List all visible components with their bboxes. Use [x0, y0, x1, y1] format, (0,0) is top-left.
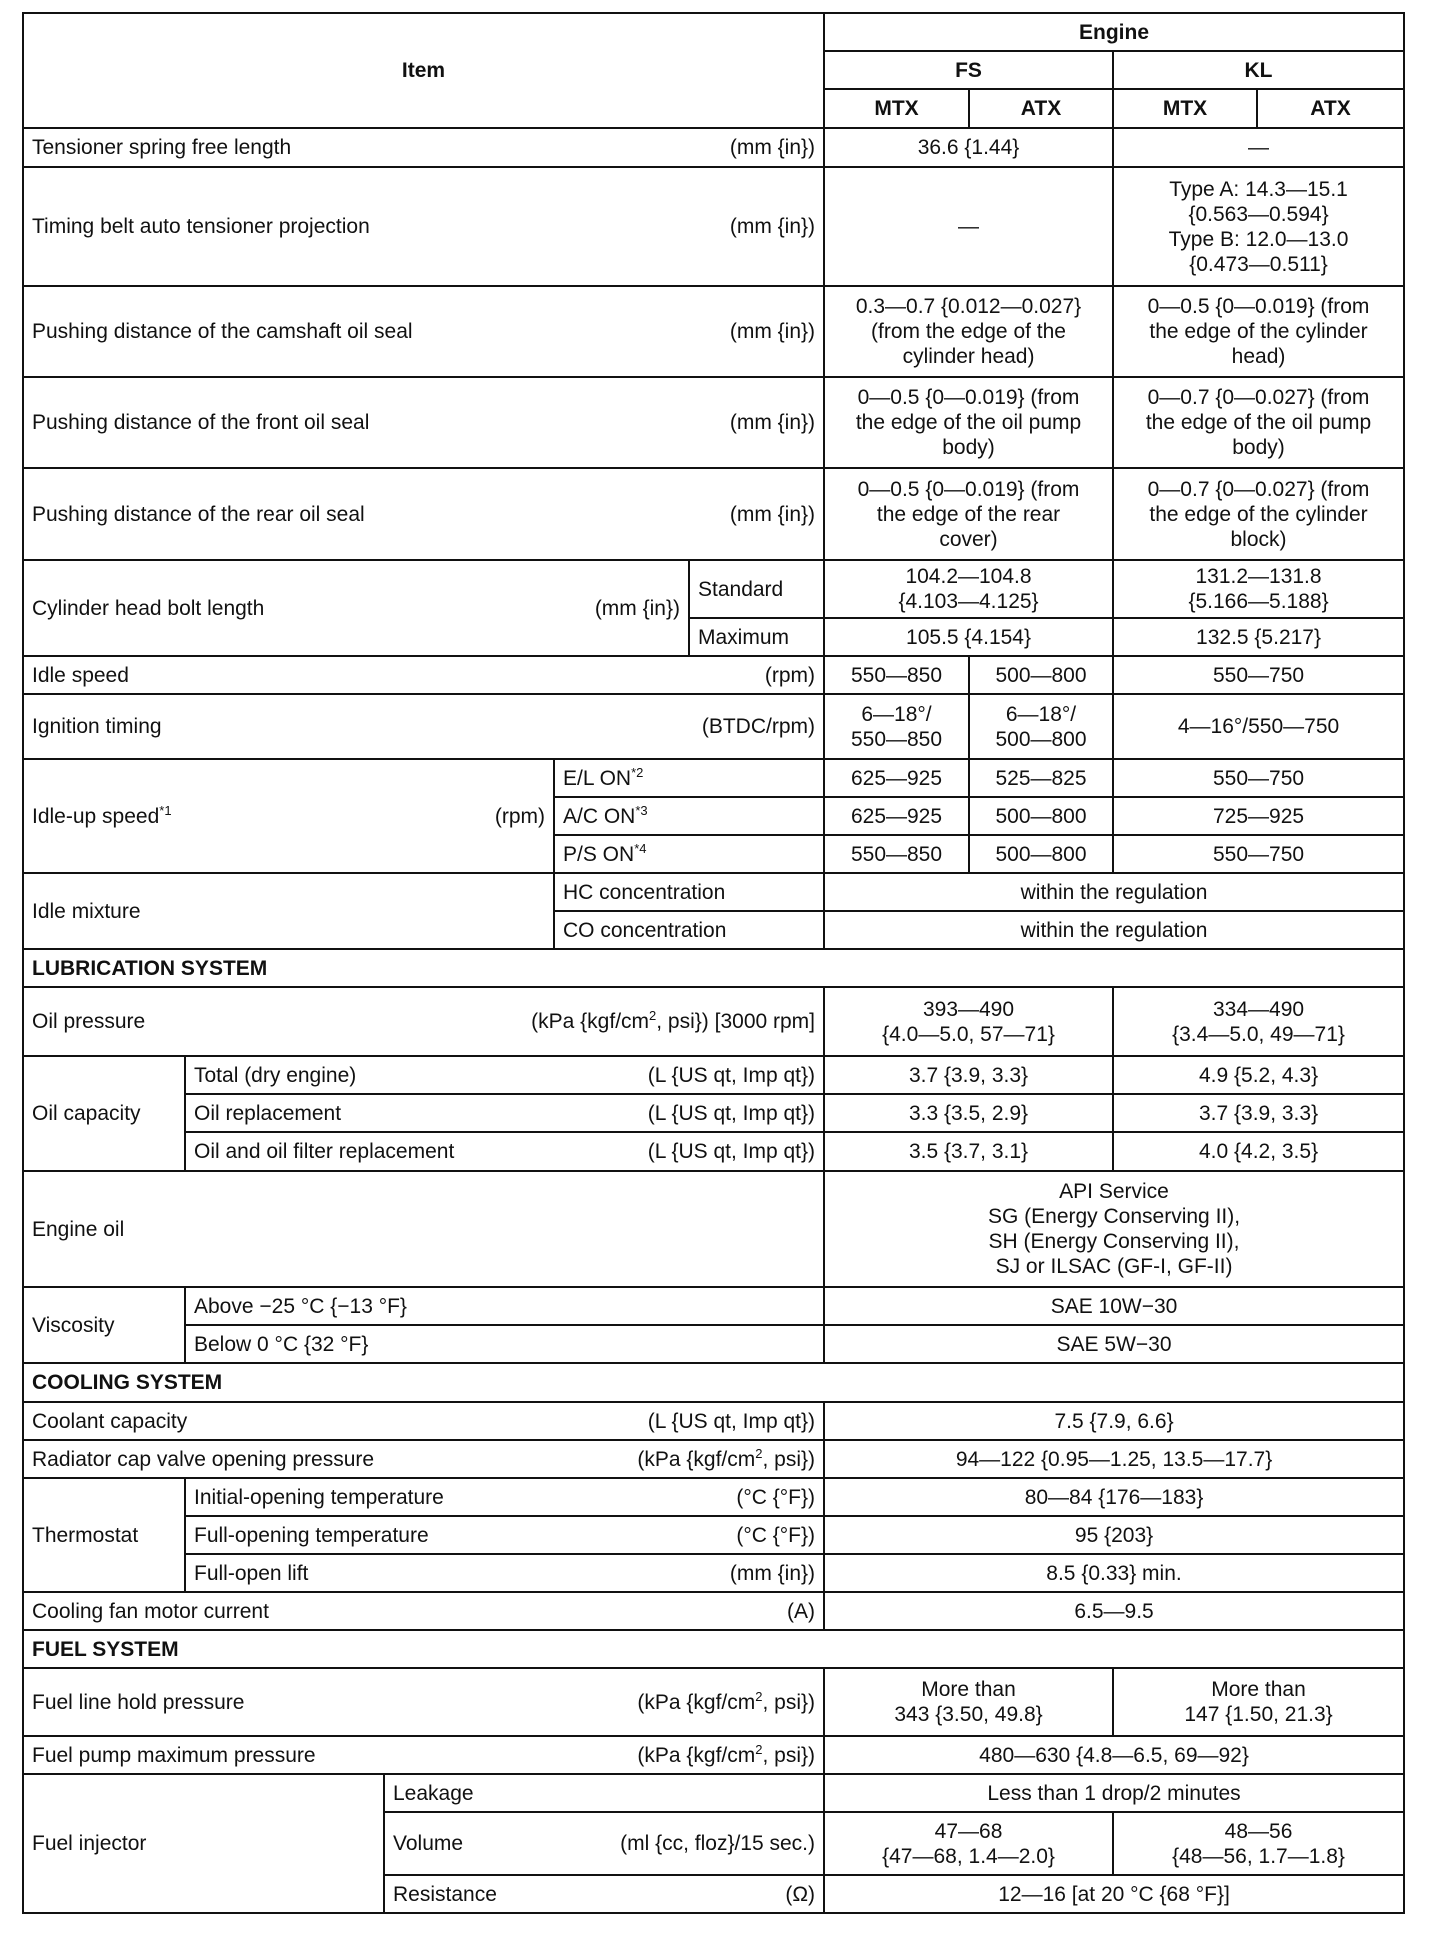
row-unit: (mm {in})	[594, 596, 680, 620]
line: the edge of the oil pump	[855, 411, 1082, 434]
row-radiator-cap	[23, 1440, 1404, 1478]
header-fs-atx: ATX	[969, 89, 1113, 128]
row-injector-leakage	[23, 1774, 1404, 1812]
line: cover)	[939, 527, 998, 551]
row-unit: (A)	[787, 1599, 816, 1623]
row-label: Fuel line hold pressure	[32, 1690, 245, 1714]
sub-label: CO concentration	[554, 911, 824, 949]
line: 0.3—0.7 {0.012—0.027}	[855, 295, 1082, 318]
unit-text: (kPa {kgf/cm	[531, 1010, 650, 1033]
row-label: Cylinder head bolt length	[32, 596, 265, 620]
value-kl	[1113, 167, 1404, 286]
value-all: within the regulation	[824, 911, 1404, 949]
row-thermostat-initial	[23, 1478, 1404, 1516]
value-fs	[824, 468, 1113, 560]
unit-sup: 2	[755, 1445, 763, 1461]
row-label: Fuel pump maximum pressure	[32, 1743, 316, 1767]
row-unit: (L {US qt, Imp qt})	[647, 1140, 816, 1163]
row-engine-oil	[23, 1171, 1404, 1287]
row-viscosity-below	[23, 1325, 1404, 1363]
value-all: SAE 10W−30	[824, 1287, 1404, 1325]
row-rear-oil-seal	[23, 468, 1404, 560]
row-unit: (mm {in})	[729, 1561, 816, 1585]
row-unit: (mm {in})	[729, 502, 816, 526]
header-kl: KL	[1113, 51, 1404, 89]
line: SH (Energy Conserving II),	[988, 1230, 1240, 1253]
line: 500—800	[995, 727, 1087, 751]
row-unit: (mm {in})	[729, 215, 816, 238]
sub-label: Full-open lift	[194, 1561, 309, 1585]
row-unit: (°C {°F})	[736, 1523, 816, 1547]
sub-label: Standard	[689, 560, 824, 618]
row-unit: (Ω)	[785, 1882, 816, 1906]
label-text: A/C ON	[563, 804, 636, 828]
footnote-mark: *4	[634, 840, 647, 856]
row-unit: (ml {cc, floz}/15 sec.)	[620, 1832, 816, 1855]
header-kl-atx: ATX	[1257, 89, 1404, 128]
row-unit: (rpm)	[494, 804, 545, 828]
row-unit	[637, 1743, 815, 1768]
row-fan-current	[23, 1592, 1404, 1630]
row-fuel-pump-max	[23, 1736, 1404, 1774]
sub-label	[554, 797, 824, 835]
footnote-mark: *1	[159, 802, 172, 818]
value-fs	[824, 987, 1113, 1056]
unit-text: (kPa {kgf/cm	[637, 1447, 756, 1471]
value-kl: 725—925	[1113, 797, 1404, 835]
sub-label: Above −25 °C {−13 °F}	[185, 1287, 824, 1325]
value-kl	[1113, 1668, 1404, 1736]
header-kl-mtx: MTX	[1113, 89, 1257, 128]
row-unit	[637, 1690, 815, 1715]
section-title: COOLING SYSTEM	[23, 1363, 1404, 1402]
header-fs-mtx: MTX	[824, 89, 969, 128]
row-label	[32, 804, 172, 829]
unit-text: , psi})	[762, 1690, 816, 1714]
sub-label: Full-opening temperature	[194, 1523, 429, 1547]
unit-text: (kPa {kgf/cm	[637, 1690, 756, 1714]
line: 6—18°/	[1005, 702, 1077, 726]
row-coolant-capacity	[23, 1402, 1404, 1440]
value-all: within the regulation	[824, 873, 1404, 911]
value-all: 7.5 {7.9, 6.6}	[824, 1402, 1404, 1440]
line: Type A: 14.3—15.1	[1169, 177, 1348, 201]
sub-label: Oil and oil filter replacement	[194, 1140, 455, 1163]
value-fs-atx: 525—825	[969, 759, 1113, 797]
value-kl: 550—750	[1113, 656, 1404, 694]
row-ignition-timing	[23, 694, 1404, 759]
row-label: Tensioner spring free length	[32, 136, 292, 159]
value-fs	[824, 560, 1113, 618]
row-idle-speed	[23, 656, 1404, 694]
value-fs	[824, 1812, 1113, 1875]
row-unit: (L {US qt, Imp qt})	[647, 1101, 816, 1125]
line: body)	[942, 436, 995, 459]
footnote-mark: *2	[631, 764, 644, 780]
line: More than	[1211, 1678, 1306, 1701]
line: {47—68, 1.4—2.0}	[882, 1844, 1055, 1868]
value-all: SAE 5W−30	[824, 1325, 1404, 1363]
value-fs-mtx: 625—925	[824, 759, 969, 797]
value-kl: 132.5 {5.217}	[1113, 618, 1404, 656]
value-kl	[1113, 987, 1404, 1056]
line: {5.166—5.188}	[1188, 590, 1329, 613]
section-lubrication	[23, 949, 1404, 987]
sub-label	[554, 759, 824, 797]
line: SG (Energy Conserving II),	[987, 1205, 1241, 1228]
line: {0.473—0.511}	[1189, 252, 1328, 276]
line: cylinder head)	[902, 345, 1035, 368]
line: head)	[1231, 345, 1286, 368]
line: 0—0.5 {0—0.019} (from	[857, 477, 1080, 501]
row-label: Engine oil	[23, 1171, 824, 1287]
row-unit: (L {US qt, Imp qt})	[647, 1409, 816, 1433]
value-fs: —	[824, 167, 1113, 286]
value-fs-mtx: 550—850	[824, 656, 969, 694]
row-label: Pushing distance of the camshaft oil seal	[32, 320, 413, 343]
row-label: Oil capacity	[23, 1056, 185, 1171]
value-all: 480—630 {4.8—6.5, 69—92}	[824, 1736, 1404, 1774]
unit-sup: 2	[755, 1688, 763, 1704]
value-kl	[1113, 286, 1404, 377]
section-fuel	[23, 1630, 1404, 1668]
value-all: Less than 1 drop/2 minutes	[824, 1774, 1404, 1812]
header-engine: Engine	[824, 13, 1404, 51]
row-label: Fuel injector	[23, 1774, 384, 1913]
header-item: Item	[23, 13, 824, 128]
value-fs-atx: 500—800	[969, 835, 1113, 873]
line: {4.103—4.125}	[898, 590, 1039, 613]
label-text: Idle-up speed	[32, 804, 160, 828]
line: 393—490	[922, 997, 1015, 1021]
footnote-mark: *3	[635, 802, 648, 818]
sub-label: Below 0 °C {32 °F}	[185, 1325, 824, 1363]
value-fs: 3.7 {3.9, 3.3}	[824, 1056, 1113, 1094]
value-all	[824, 1171, 1404, 1287]
unit-text: , psi}) [3000 rpm]	[656, 1010, 816, 1033]
row-label: Timing belt auto tensioner projection	[32, 215, 370, 238]
row-tensioner-spring	[23, 128, 1404, 167]
row-unit: (L {US qt, Imp qt})	[647, 1063, 816, 1087]
label-text: E/L ON	[563, 766, 632, 790]
row-idle-up-el	[23, 759, 1404, 797]
row-oil-pressure	[23, 987, 1404, 1056]
row-head-bolt-standard	[23, 560, 1404, 618]
unit-sup: 2	[755, 1741, 763, 1757]
line: 0—0.5 {0—0.019} (from	[857, 386, 1080, 409]
line: API Service	[1059, 1180, 1169, 1203]
row-unit: (mm {in})	[729, 136, 816, 159]
line: 6—18°/	[861, 702, 932, 726]
value-fs-mtx: 625—925	[824, 797, 969, 835]
row-label: Idle speed	[32, 663, 129, 687]
value-kl: —	[1113, 128, 1404, 167]
line: Type B: 12.0—13.0	[1168, 227, 1349, 251]
sub-label: Volume	[393, 1832, 464, 1855]
line: More than	[921, 1678, 1016, 1701]
value-all: 80—84 {176—183}	[824, 1478, 1404, 1516]
row-viscosity-above	[23, 1287, 1404, 1325]
row-unit: (°C {°F})	[736, 1485, 816, 1509]
sub-label: HC concentration	[554, 873, 824, 911]
line: {3.4—5.0, 49—71}	[1172, 1022, 1345, 1046]
row-idle-mixture-hc	[23, 873, 1404, 911]
row-label: Ignition timing	[32, 715, 162, 738]
row-camshaft-oil-seal	[23, 286, 1404, 377]
value-all: 94—122 {0.95—1.25, 13.5—17.7}	[824, 1440, 1404, 1478]
value-fs-atx: 500—800	[969, 656, 1113, 694]
row-label: Idle mixture	[23, 873, 554, 949]
line: the edge of the cylinder	[1149, 320, 1368, 343]
row-unit: (rpm)	[764, 663, 816, 687]
sub-label: Initial-opening temperature	[194, 1485, 444, 1509]
line: 0—0.7 {0—0.027} (from	[1147, 386, 1370, 409]
value-kl	[1113, 377, 1404, 468]
value-all: 8.5 {0.33} min.	[824, 1554, 1404, 1592]
value-kl: 3.7 {3.9, 3.3}	[1113, 1094, 1404, 1132]
row-label: Cooling fan motor current	[32, 1599, 269, 1623]
line: the edge of the rear	[876, 502, 1061, 526]
section-title: FUEL SYSTEM	[23, 1630, 1404, 1668]
label-text: P/S ON	[563, 842, 635, 866]
sub-label	[554, 835, 824, 873]
line: body)	[1232, 436, 1285, 459]
value-fs	[824, 286, 1113, 377]
line: 48—56	[1224, 1819, 1293, 1843]
line: {48—56, 1.7—1.8}	[1172, 1844, 1345, 1868]
sub-label: Oil replacement	[194, 1101, 342, 1125]
section-cooling	[23, 1363, 1404, 1402]
line: 147 {1.50, 21.3}	[1184, 1703, 1333, 1726]
value-fs: 3.5 {3.7, 3.1}	[824, 1132, 1113, 1171]
row-auto-tensioner	[23, 167, 1404, 286]
row-unit	[531, 1009, 815, 1034]
value-fs-mtx	[824, 694, 969, 759]
unit-text: , psi})	[762, 1743, 816, 1767]
value-kl: 4—16°/550—750	[1113, 694, 1404, 759]
row-unit: (mm {in})	[729, 320, 816, 343]
line: the edge of the oil pump	[1145, 411, 1372, 434]
sub-label: Maximum	[689, 618, 824, 656]
line: 47—68	[934, 1819, 1003, 1843]
value-fs-mtx: 550—850	[824, 835, 969, 873]
row-label: Pushing distance of the rear oil seal	[32, 502, 365, 526]
value-kl	[1113, 468, 1404, 560]
line: 104.2—104.8	[905, 565, 1032, 588]
value-kl: 4.0 {4.2, 3.5}	[1113, 1132, 1404, 1171]
line: (from the edge of the	[871, 320, 1066, 343]
row-oil-capacity-total	[23, 1056, 1404, 1094]
sub-label: Resistance	[393, 1882, 497, 1906]
line: 334—490	[1212, 997, 1305, 1021]
value-kl: 550—750	[1113, 759, 1404, 797]
value-fs: 36.6 {1.44}	[824, 128, 1113, 167]
value-fs: 105.5 {4.154}	[824, 618, 1113, 656]
line: 343 {3.50, 49.8}	[894, 1703, 1043, 1726]
line: 0—0.5 {0—0.019} (from	[1147, 295, 1370, 318]
line: 550—850	[850, 727, 943, 751]
value-fs-atx	[969, 694, 1113, 759]
row-thermostat-lift	[23, 1554, 1404, 1592]
line: 0—0.7 {0—0.027} (from	[1147, 477, 1370, 501]
value-fs: 3.3 {3.5, 2.9}	[824, 1094, 1113, 1132]
unit-text: , psi})	[762, 1447, 816, 1471]
line: the edge of the cylinder	[1149, 502, 1368, 526]
row-oil-capacity-replacement	[23, 1094, 1404, 1132]
row-label: Radiator cap valve opening pressure	[32, 1447, 375, 1471]
section-title: LUBRICATION SYSTEM	[23, 949, 1404, 987]
row-label: Oil pressure	[32, 1010, 146, 1033]
line: SJ or ILSAC (GF-I, GF-II)	[995, 1255, 1233, 1278]
row-label: Thermostat	[23, 1478, 185, 1592]
line: {4.0—5.0, 57—71}	[882, 1022, 1055, 1046]
line: {0.563—0.594}	[1188, 202, 1329, 226]
value-all: 6.5—9.5	[824, 1592, 1404, 1630]
row-front-oil-seal	[23, 377, 1404, 468]
row-fuel-hold-pressure	[23, 1668, 1404, 1736]
row-label: Viscosity	[23, 1287, 185, 1363]
value-fs	[824, 377, 1113, 468]
row-thermostat-full	[23, 1516, 1404, 1554]
value-kl	[1113, 1812, 1404, 1875]
value-all: 12—16 [at 20 °C {68 °F}]	[824, 1875, 1404, 1913]
row-unit: (BTDC/rpm)	[701, 715, 816, 738]
value-fs	[824, 1668, 1113, 1736]
row-unit	[637, 1447, 815, 1472]
engine-specification-table	[22, 12, 1405, 1914]
row-oil-capacity-filter	[23, 1132, 1404, 1171]
sub-label: Leakage	[384, 1774, 824, 1812]
sub-label: Total (dry engine)	[194, 1063, 357, 1087]
value-all: 95 {203}	[824, 1516, 1404, 1554]
value-kl	[1113, 560, 1404, 618]
value-kl: 550—750	[1113, 835, 1404, 873]
row-label: Pushing distance of the front oil seal	[32, 411, 370, 434]
row-label: Coolant capacity	[32, 1409, 188, 1433]
value-kl: 4.9 {5.2, 4.3}	[1113, 1056, 1404, 1094]
unit-sup: 2	[649, 1008, 657, 1023]
header-fs: FS	[824, 51, 1113, 89]
line: block)	[1230, 527, 1287, 551]
line: 131.2—131.8	[1195, 565, 1322, 588]
row-unit: (mm {in})	[729, 411, 816, 434]
value-fs-atx: 500—800	[969, 797, 1113, 835]
unit-text: (kPa {kgf/cm	[637, 1743, 756, 1767]
